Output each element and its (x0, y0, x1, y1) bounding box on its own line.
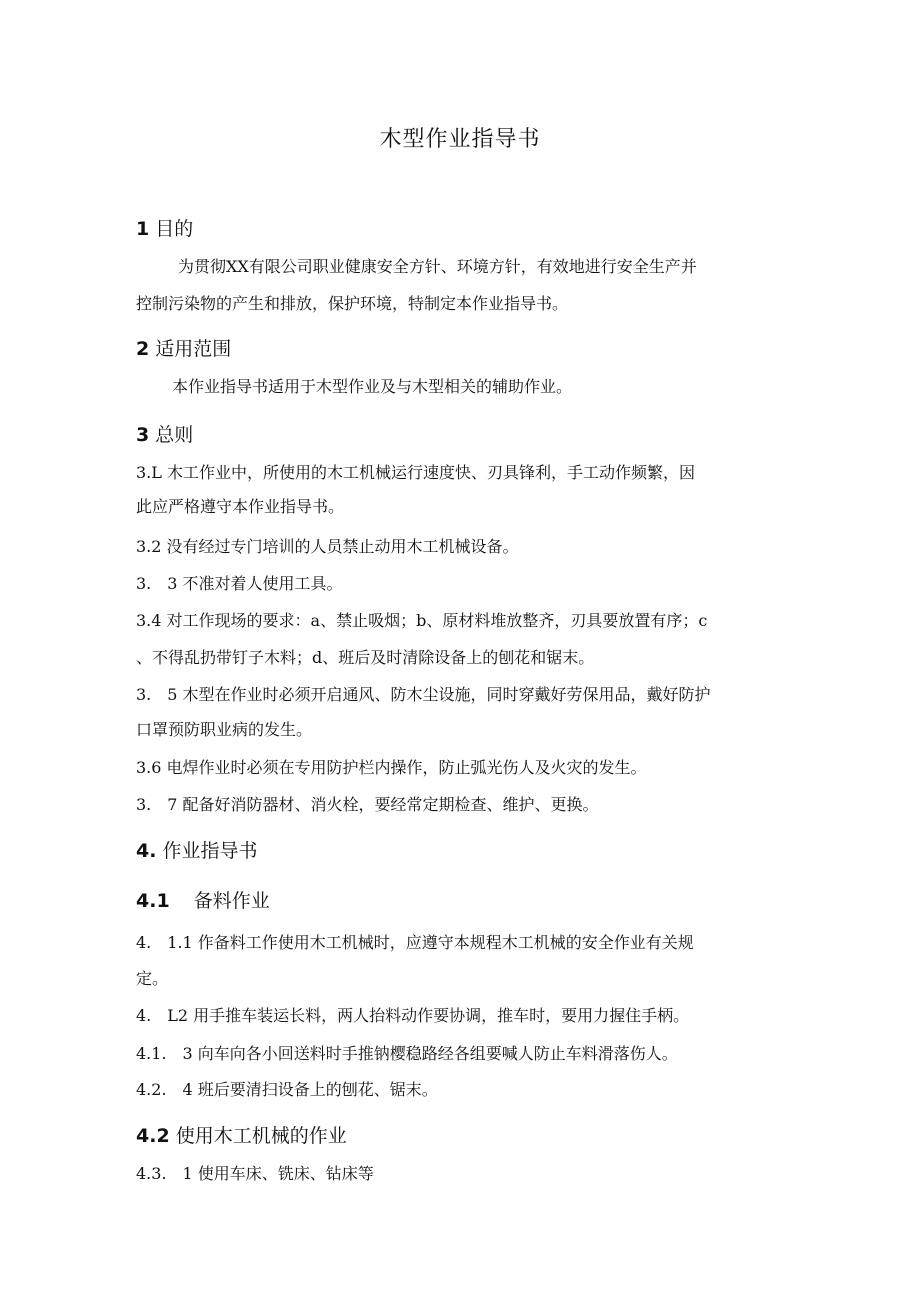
section-number: 2 (136, 338, 150, 360)
list-item: 4.3. 1 使用车床、铣床、钻床等 (136, 1164, 374, 1183)
subsection-number: 4.2 (136, 1125, 170, 1147)
section-number: 4. (136, 840, 157, 862)
section-title: 适用范围 (155, 338, 232, 360)
list-item-line: 定。 (136, 969, 169, 988)
section-title: 总则 (155, 424, 194, 446)
section-heading-1 (136, 214, 193, 241)
paragraph-line: 控制污染物的产生和排放，保护环境，特制定本作业指导书。 (136, 294, 569, 313)
list-item: 3. 7 配备好消防器材、消火栓，要经常定期检查、维护、更换。 (136, 795, 599, 814)
list-item: 3.6 电焊作业时必须在专用防护栏内操作，防止弧光伤人及火灾的发生。 (136, 758, 647, 777)
list-item-line: 此应严格遵守本作业指导书。 (136, 497, 345, 516)
section-title: 目的 (155, 218, 194, 240)
list-item-line: 3.L 木工作业中，所使用的木工机械运行速度快、刃具锋利，手工动作频繁，因 (136, 463, 695, 482)
subsection-number: 4.1 (136, 890, 170, 912)
paragraph-line: 本作业指导书适用于木型作业及与木型相关的辅助作业。 (172, 377, 573, 396)
list-item-line: 3.4 对工作现场的要求：a、禁止吸烟；b、原材料堆放整齐，刃具要放置有序；c (136, 611, 708, 630)
list-item: 3. 3 不准对着人使用工具。 (136, 574, 343, 593)
list-item: 3.2 没有经过专门培训的人员禁止动用木工机械设备。 (136, 537, 519, 556)
section-heading-3 (136, 420, 193, 447)
subsection-title: 使用木工机械的作业 (175, 1125, 347, 1147)
list-item: 4.1. 3 向车向各小回送料时手推钠樱稳路经各组要喊人防止车料滑落伤人。 (136, 1044, 678, 1063)
list-item-line: 口罩预防职业病的发生。 (136, 720, 313, 739)
list-item-line: 、不得乱扔带钉子木料；d、班后及时清除设备上的刨花和锯末。 (136, 648, 595, 667)
list-item: 4.2. 4 班后要清扫设备上的刨花、锯末。 (136, 1080, 438, 1099)
subsection-heading-4-2 (136, 1121, 347, 1148)
list-item-line: 4. 1.1 作备料工作使用木工机械时，应遵守本规程木工机械的安全作业有关规 (136, 933, 694, 952)
list-item: 4. L2 用手推车装运长料，两人抬料动作要协调，推车时，要用力握住手柄。 (136, 1006, 690, 1025)
section-heading-2 (136, 334, 231, 361)
section-title: 作业指导书 (162, 840, 258, 862)
section-number: 1 (136, 218, 150, 240)
subsection-heading-4-1 (136, 886, 270, 913)
document-title: 木型作业指导书 (379, 127, 541, 152)
subsection-title: 备料作业 (193, 890, 270, 912)
paragraph-line: 为贯彻XX有限公司职业健康安全方针、环境方针，有效地进行安全生产并 (178, 257, 697, 276)
section-number: 3 (136, 424, 150, 446)
section-heading-4 (136, 836, 258, 863)
list-item-line: 3. 5 木型在作业时必须开启通风、防木尘设施，同时穿戴好劳保用品，戴好防护 (136, 685, 711, 704)
